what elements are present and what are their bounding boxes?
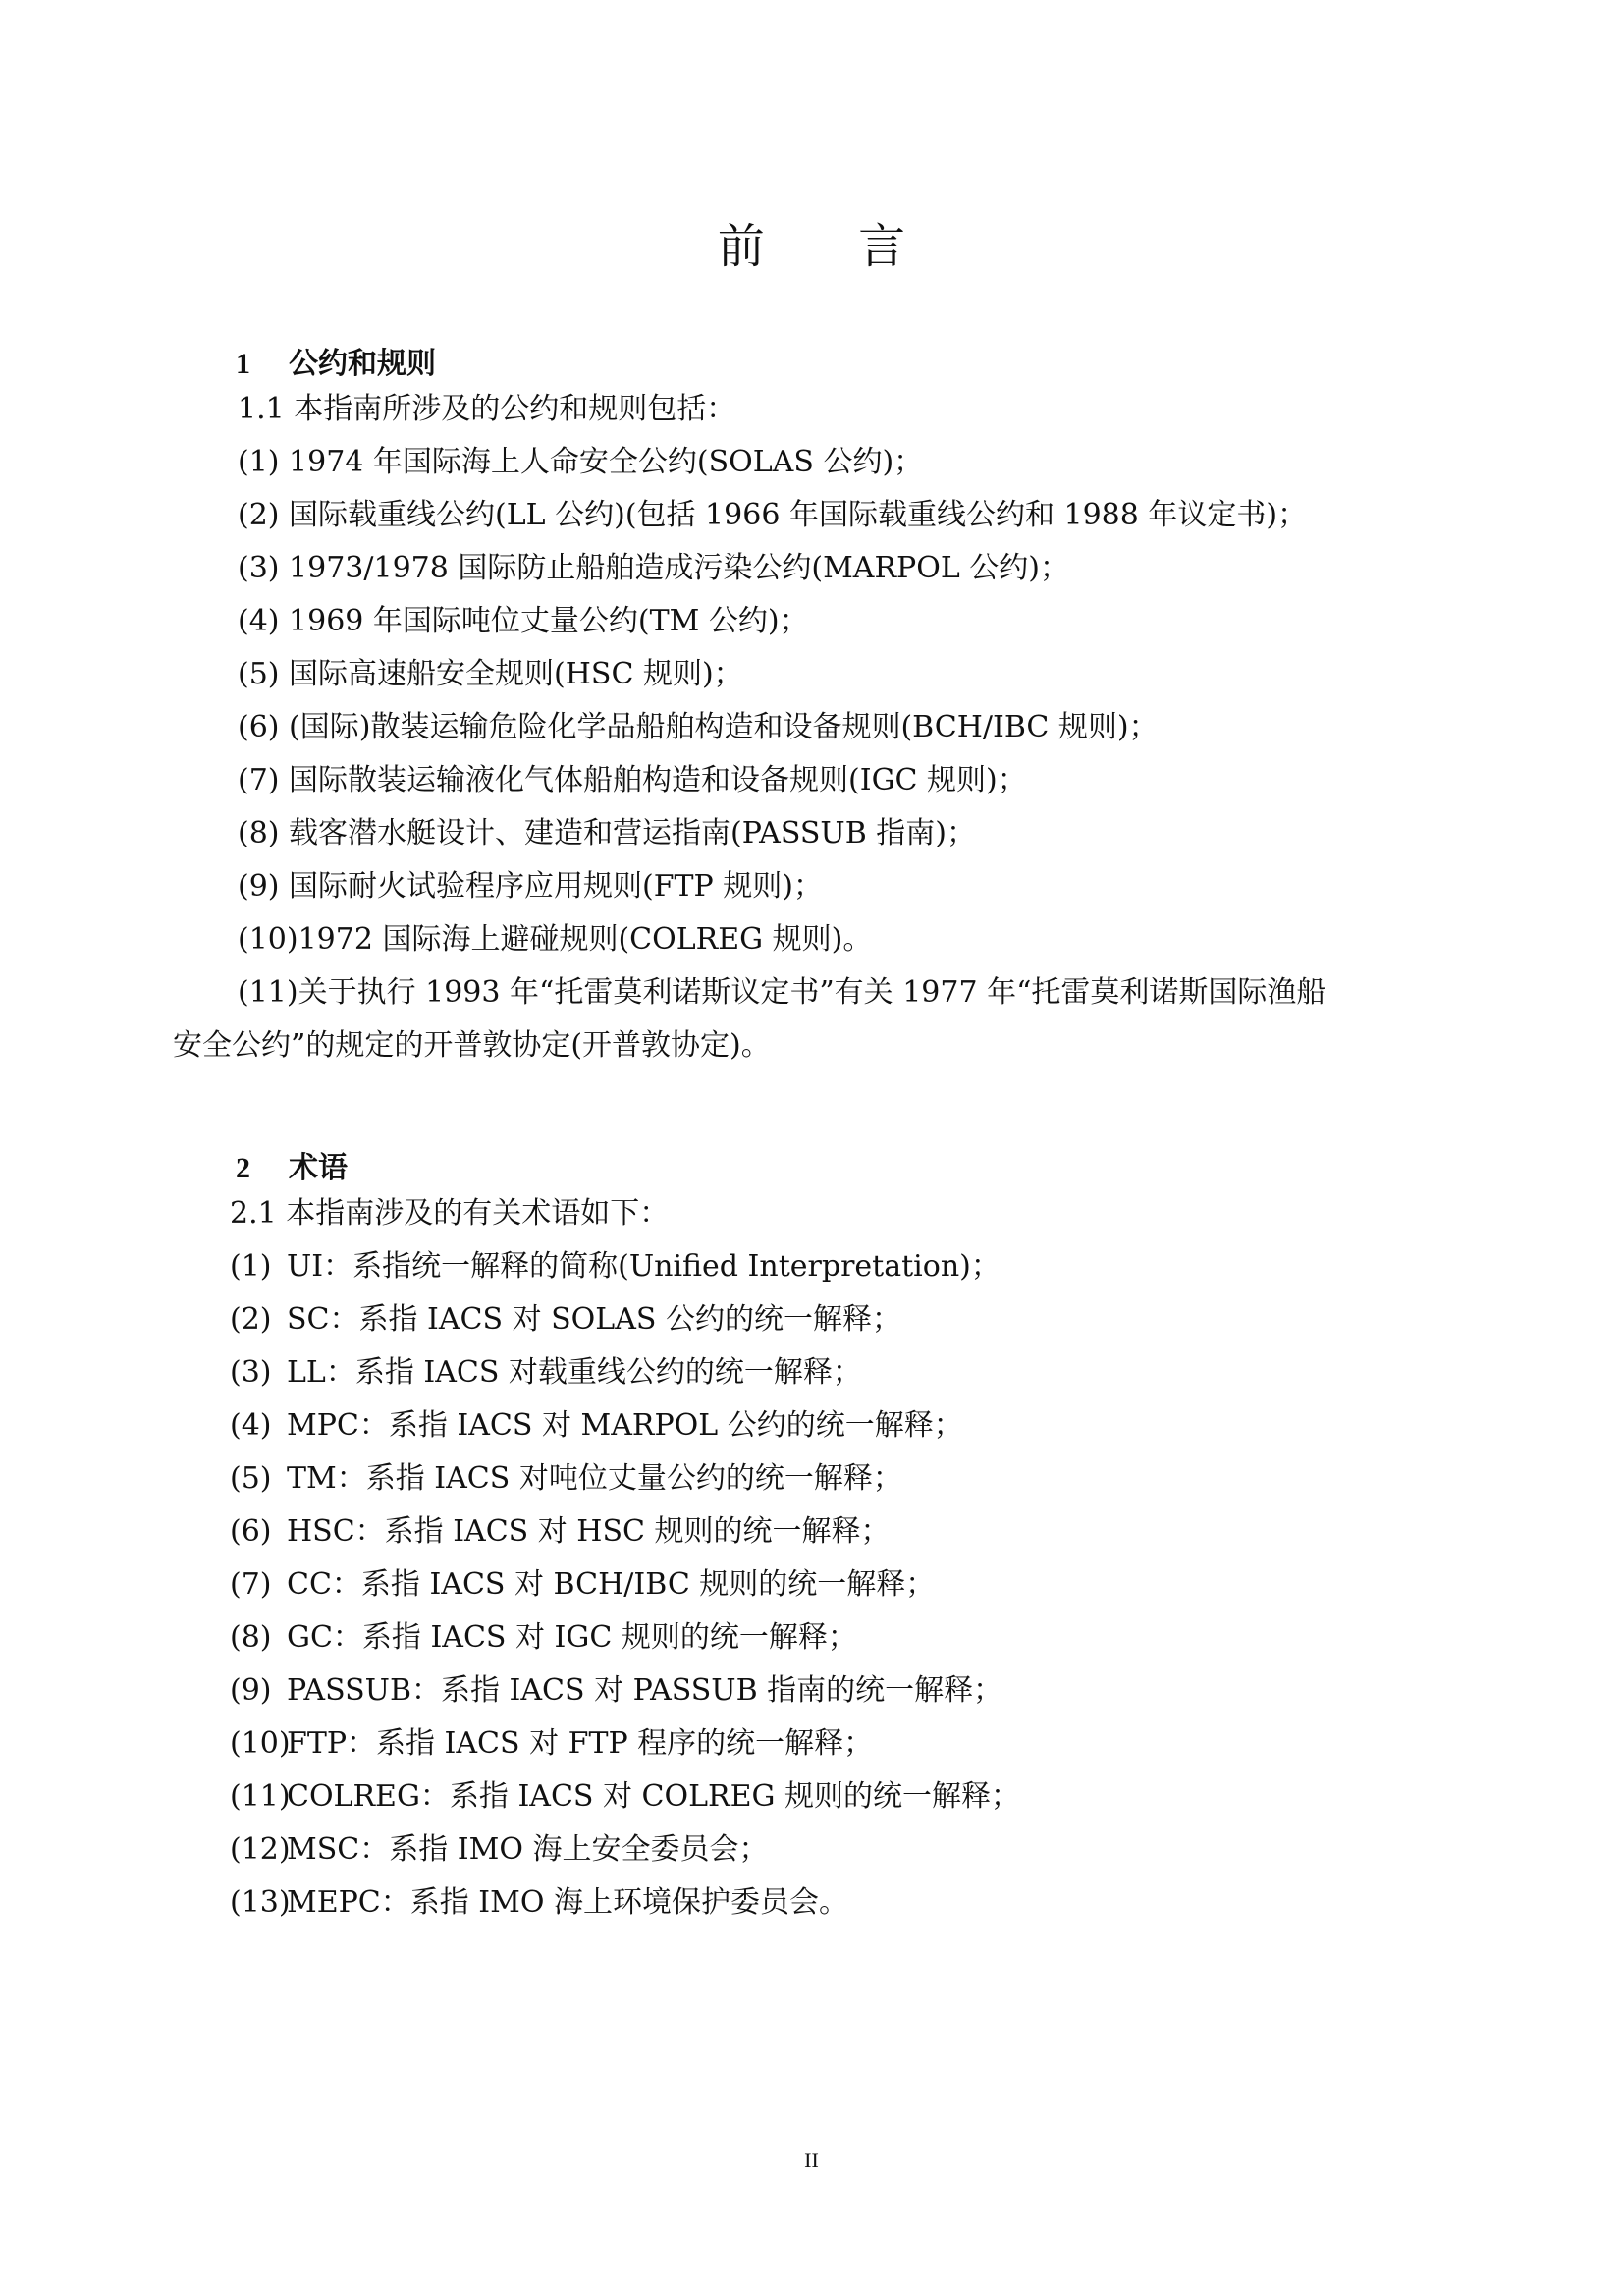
term-item: (5) TM：系指 IACS 对吨位丈量公约的统一解释； [230, 1461, 902, 1496]
convention-item: (3) 1973/1978 国际防止船舶造成污染公约(MARPOL 公约)； [238, 551, 1069, 585]
section-number: 2 [236, 1152, 250, 1184]
term-item: (12)MSC：系指 IMO 海上安全委员会； [230, 1832, 769, 1867]
term-item: (6) HSC：系指 IACS 对 HSC 规则的统一解释； [230, 1514, 891, 1549]
term-item: (9) PASSUB：系指 IACS 对 PASSUB 指南的统一解释； [230, 1673, 1003, 1708]
convention-item-continuation: 安全公约”的规定的开普敦协定(开普敦协定)。 [173, 1028, 771, 1063]
terms-intro: 2.1 本指南涉及的有关术语如下： [230, 1196, 670, 1230]
section-heading-text: 公约和规则 [289, 347, 436, 381]
section-heading-text: 术语 [289, 1151, 348, 1185]
convention-item: (5) 国际高速船安全规则(HSC 规则)； [238, 657, 743, 691]
term-item: (3) LL：系指 IACS 对载重线公约的统一解释； [230, 1355, 862, 1390]
term-item: (11)COLREG：系指 IACS 对 COLREG 规则的统一解释； [230, 1779, 1021, 1814]
convention-item: (4) 1969 年国际吨位丈量公约(TM 公约)； [238, 604, 809, 638]
term-item: (4) MPC：系指 IACS 对 MARPOL 公约的统一解释； [230, 1408, 963, 1443]
convention-item: (8) 载客潜水艇设计、建造和营运指南(PASSUB 指南)； [238, 816, 976, 850]
term-item: (7) CC：系指 IACS 对 BCH/IBC 规则的统一解释； [230, 1567, 936, 1602]
convention-item: (9) 国际耐火试验程序应用规则(FTP 规则)； [238, 869, 823, 903]
page-title: 前 言 [717, 219, 946, 274]
convention-item: (2) 国际载重线公约(LL 公约)(包括 1966 年国际载重线公约和 1988 年议定书)； [238, 498, 1308, 532]
term-item: (1) UI：系指统一解释的简称(Unified Interpretation)； [230, 1249, 1001, 1284]
convention-item: (7) 国际散装运输液化气体船舶构造和设备规则(IGC 规则)； [238, 763, 1027, 797]
conventions-intro: 1.1 本指南所涉及的公约和规则包括： [238, 392, 736, 426]
term-item: (13)MEPC：系指 IMO 海上环境保护委员会。 [230, 1886, 848, 1920]
convention-item: (1) 1974 年国际海上人命安全公约(SOLAS 公约)； [238, 445, 924, 479]
term-item: (10)FTP：系指 IACS 对 FTP 程序的统一解释； [230, 1726, 874, 1761]
term-item: (2) SC：系指 IACS 对 SOLAS 公约的统一解释； [230, 1302, 901, 1337]
page-number: II [804, 2148, 819, 2172]
convention-item: (10)1972 国际海上避碰规则(COLREG 规则)。 [238, 922, 873, 957]
section-heading-terms [236, 1143, 348, 1186]
section-heading-conventions [236, 339, 436, 382]
section-number: 1 [236, 348, 250, 380]
term-item: (8) GC：系指 IACS 对 IGC 规则的统一解释； [230, 1620, 857, 1655]
convention-item: (6) (国际)散装运输危险化学品船舶构造和设备规则(BCH/IBC 规则)； [238, 710, 1159, 744]
convention-item: (11)关于执行 1993 年“托雷莫利诺斯议定书”有关 1977 年“托雷莫利诺斯国际渔船 [238, 975, 1326, 1010]
